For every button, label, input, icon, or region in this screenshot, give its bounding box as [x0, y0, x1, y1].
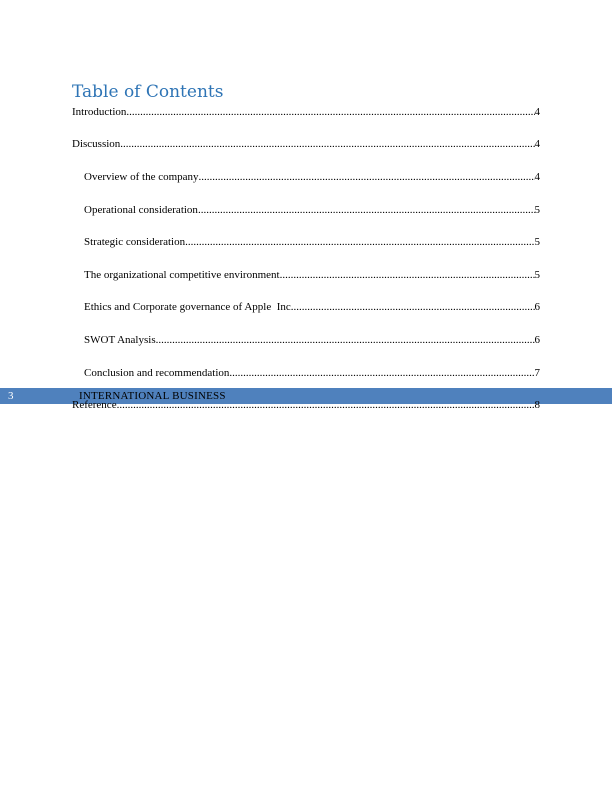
toc-entry-page: 5 [534, 269, 540, 281]
toc-entry-discussion[interactable] [72, 137, 540, 151]
toc-leader [117, 398, 535, 412]
toc-leader [126, 105, 534, 119]
toc-leader [291, 300, 535, 314]
toc-entry-ethics-governance[interactable] [84, 300, 540, 314]
toc-entry-text: The organizational competitive environment [84, 269, 280, 281]
toc-entry-page: 4 [534, 138, 540, 150]
toc-entry-conclusion[interactable] [84, 366, 540, 380]
toc-entry-reference[interactable] [72, 398, 540, 412]
toc-entry-competitive-environment[interactable] [84, 268, 540, 282]
toc-entry-text: Discussion [72, 138, 121, 150]
toc-entry-page: 7 [534, 367, 540, 379]
toc-entry-text: Conclusion and recommendation [84, 367, 230, 379]
toc-entry-text: Ethics and Corporate governance of Apple Inc [84, 301, 291, 313]
toc-leader [229, 366, 534, 380]
toc-entry-text: Strategic consideration [84, 236, 186, 248]
toc-entry-page: 6 [534, 334, 540, 346]
toc-entry-introduction[interactable] [72, 105, 540, 119]
toc-entry-operational[interactable] [84, 203, 540, 217]
toc-entry-page: 6 [534, 301, 540, 313]
toc-entry-page: 5 [534, 204, 540, 216]
toc-entry-text: Operational consideration [84, 204, 198, 216]
toc-entry-text: Reference [72, 399, 117, 411]
toc-entry-page: 8 [534, 399, 540, 411]
toc-title: Table of Contents [72, 82, 224, 102]
toc-entry-page: 5 [534, 236, 540, 248]
toc-entry-page: 4 [534, 106, 540, 118]
toc-entry-page: 4 [534, 171, 540, 183]
toc-leader [199, 170, 535, 184]
toc-entry-text: SWOT Analysis [84, 334, 156, 346]
toc-entry-overview[interactable] [84, 170, 540, 184]
toc-leader [156, 333, 535, 347]
footer-page-number: 3 [8, 390, 14, 402]
footer-running-title: INTERNATIONAL BUSINESS [79, 390, 226, 402]
toc-entry-swot[interactable] [84, 333, 540, 347]
toc-entry-text: Introduction [72, 106, 127, 118]
toc-leader [198, 203, 535, 217]
toc-leader [120, 137, 534, 151]
toc-entry-strategic[interactable] [84, 235, 540, 249]
toc-leader [280, 268, 535, 282]
toc-leader [185, 235, 534, 249]
toc-entry-text: Overview of the company [84, 171, 199, 183]
